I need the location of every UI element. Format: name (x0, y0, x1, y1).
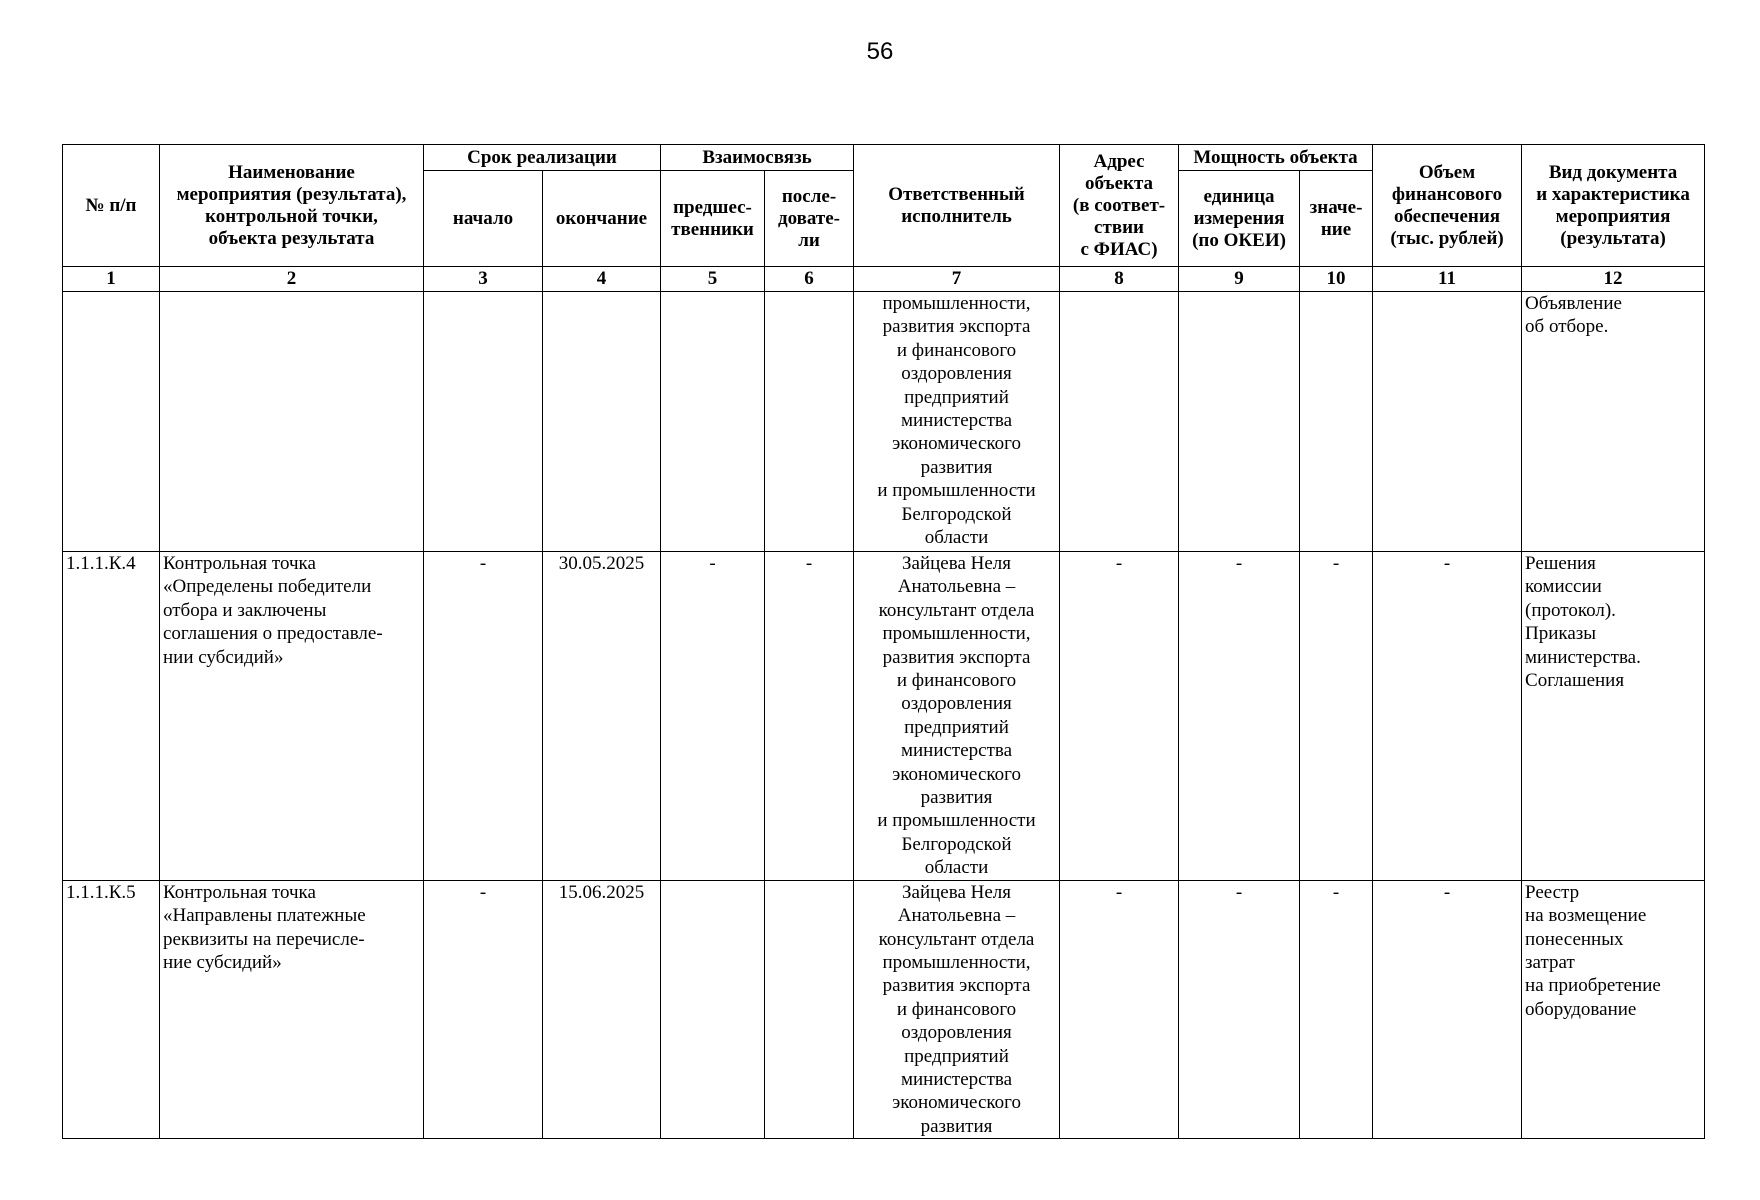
header-document (1522, 145, 1705, 267)
cell-text-line: промышленности, (882, 951, 1031, 973)
column-number: 12 (1522, 267, 1705, 292)
header-text-line: после- (781, 185, 837, 207)
header-text-line: (результата) (1560, 227, 1666, 249)
cell-predecessors (661, 292, 765, 552)
cell-start (424, 292, 543, 552)
cell-text-line: и промышленности (877, 480, 1036, 502)
cell-text-line: Контрольная точка (163, 881, 316, 903)
header-text-line: Наименование (228, 161, 355, 183)
header-text-line: предшес- (673, 196, 752, 218)
table-body (63, 292, 1705, 1139)
cell-text-line: промышленности, (882, 623, 1031, 645)
cell-finance (1373, 292, 1522, 552)
cell-text-line: об отборе. (1525, 316, 1609, 338)
cell-text-line: развития экспорта (882, 975, 1031, 997)
cell-successors: - (765, 552, 854, 881)
cell-text-line: развития экспорта (882, 316, 1031, 338)
cell-text-line: министерства (900, 740, 1013, 762)
cell-text-line: понесенных (1525, 928, 1624, 950)
cell-text-line: экономического (892, 433, 1021, 455)
cell-unit: - (1179, 880, 1300, 1138)
cell-text-line: на возмещение (1525, 905, 1647, 927)
cell-text-line: и финансового (896, 339, 1017, 361)
cell-text-line: комиссии (1525, 576, 1602, 598)
header-capacity-group: Мощность объекта (1179, 145, 1373, 171)
cell-address (1060, 292, 1179, 552)
cell-document (1522, 880, 1705, 1138)
cell-start: - (424, 880, 543, 1138)
cell-name (160, 552, 424, 881)
header-text-line: контрольной точки, (205, 205, 378, 227)
cell-text-line: ние субсидий» (163, 951, 282, 973)
cell-finance: - (1373, 880, 1522, 1138)
header-period-group: Срок реализации (424, 145, 661, 171)
cell-text-line: Анатольевна – (897, 905, 1016, 927)
cell-value: - (1300, 880, 1373, 1138)
cell-address: - (1060, 552, 1179, 881)
header-name (160, 145, 424, 267)
cell-text-line: «Направлены платежные (163, 905, 366, 927)
cell-predecessors: - (661, 552, 765, 881)
column-number: 11 (1373, 267, 1522, 292)
column-number: 1 (63, 267, 160, 292)
cell-text-line: развития экспорта (882, 646, 1031, 668)
cell-text-line: реквизиты на перечисле- (163, 928, 365, 950)
cell-predecessors (661, 880, 765, 1138)
cell-successors (765, 880, 854, 1138)
cell-text-line: и финансового (896, 998, 1017, 1020)
cell-number (63, 292, 160, 552)
header-text-line: с ФИАС) (1080, 238, 1158, 260)
cell-text-line: оздоровления (901, 693, 1012, 715)
cell-text-line: «Определены победители (163, 576, 372, 598)
cell-end: 30.05.2025 (543, 552, 661, 881)
cell-text-line: на приобретение (1525, 975, 1661, 997)
header-text-line: мероприятия (результата), (176, 183, 407, 205)
cell-text-line: Зайцева Неля (902, 553, 1012, 574)
cell-text-line: (протокол). (1525, 599, 1616, 621)
cell-name (160, 292, 424, 552)
header-text-line: значе- (1309, 196, 1363, 218)
header-text-line: твенники (671, 218, 754, 240)
header-text-line: объекта результата (208, 227, 375, 249)
header-executor (854, 145, 1060, 267)
cell-text-line: Приказы (1525, 623, 1597, 645)
cell-text-line: Анатольевна – (897, 576, 1016, 598)
header-relation-group: Взаимосвязь (661, 145, 854, 171)
cell-document (1522, 552, 1705, 881)
column-number: 10 (1300, 267, 1373, 292)
cell-number: 1.1.1.К.4 (63, 552, 160, 881)
cell-value: - (1300, 552, 1373, 881)
cell-text-line: Белгородской (901, 503, 1012, 525)
header-text-line: мероприятия (1555, 205, 1671, 227)
column-number: 6 (765, 267, 854, 292)
table-header (63, 145, 1705, 292)
header-unit (1179, 171, 1300, 267)
header-value (1300, 171, 1373, 267)
cell-executor (854, 880, 1060, 1138)
header-finance (1373, 145, 1522, 267)
header-predecessors (661, 171, 765, 267)
cell-value (1300, 292, 1373, 552)
cell-text-line: развития (920, 787, 993, 809)
table-row (63, 880, 1705, 1138)
cell-name (160, 880, 424, 1138)
cell-text-line: предприятий (904, 386, 1009, 408)
header-text-line: (в соответ- (1072, 194, 1166, 216)
header-text-line: (тыс. рублей) (1390, 227, 1504, 249)
column-number: 8 (1060, 267, 1179, 292)
cell-text-line: Решения (1525, 553, 1596, 574)
cell-text-line: затрат (1525, 951, 1575, 973)
cell-document (1522, 292, 1705, 552)
header-successors (765, 171, 854, 267)
cell-text-line: экономического (892, 1092, 1021, 1114)
cell-text-line: оздоровления (901, 1022, 1012, 1044)
cell-text-line: Реестр (1525, 881, 1580, 903)
cell-text-line: консультант отдела (878, 928, 1035, 950)
header-text-line: Объем (1418, 161, 1476, 183)
cell-text-line: предприятий (904, 716, 1009, 738)
column-number: 9 (1179, 267, 1300, 292)
cell-text-line: и финансового (896, 670, 1017, 692)
cell-unit (1179, 292, 1300, 552)
header-text-line: Вид документа (1548, 161, 1678, 183)
cell-text-line: консультант отдела (878, 599, 1035, 621)
header-text-line: Ответственный (888, 183, 1025, 205)
cell-text-line: и промышленности (877, 810, 1036, 832)
header-text-line: ние (1320, 218, 1352, 240)
cell-text-line: министерства. (1525, 646, 1641, 668)
header-text-line: единица (1203, 185, 1275, 207)
cell-end (543, 292, 661, 552)
header-text-line: ствии (1094, 216, 1144, 238)
cell-address: - (1060, 880, 1179, 1138)
cell-number: 1.1.1.К.5 (63, 880, 160, 1138)
column-number: 2 (160, 267, 424, 292)
cell-text-line: нии субсидий» (163, 646, 284, 668)
cell-successors (765, 292, 854, 552)
column-number: 3 (424, 267, 543, 292)
page-number: 56 (866, 38, 894, 65)
header-text-line: объекта (1084, 172, 1154, 194)
header-text-line: Адрес (1093, 150, 1145, 172)
cell-unit: - (1179, 552, 1300, 881)
cell-text-line: министерства (900, 1068, 1013, 1090)
cell-text-line: отбора и заключены (163, 599, 327, 621)
column-number: 4 (543, 267, 661, 292)
cell-text-line: министерства (900, 410, 1013, 432)
cell-text-line: оборудование (1525, 998, 1637, 1020)
column-number: 5 (661, 267, 765, 292)
cell-text-line: предприятий (904, 1045, 1009, 1067)
table-row (63, 292, 1705, 552)
cell-executor (854, 552, 1060, 881)
cell-text-line: Контрольная точка (163, 553, 316, 574)
header-address (1060, 145, 1179, 267)
header-start: начало (424, 171, 543, 267)
header-text-line: измерения (1193, 207, 1285, 229)
cell-text-line: оздоровления (901, 363, 1012, 385)
header-text-line: довате- (778, 207, 841, 229)
cell-finance: - (1373, 552, 1522, 881)
cell-text-line: развития (920, 456, 993, 478)
header-text-line: ли (798, 229, 820, 251)
table-row (63, 552, 1705, 881)
cell-text-line: Объявление (1525, 293, 1622, 314)
cell-text-line: Соглашения (1525, 670, 1625, 692)
cell-start: - (424, 552, 543, 881)
cell-text-line: Белгородской (901, 833, 1012, 855)
header-text-line: и характеристика (1536, 183, 1690, 205)
cell-text-line: Зайцева Неля (902, 881, 1012, 903)
cell-text-line: развития (920, 1115, 993, 1137)
cell-text-line: области (924, 857, 989, 879)
header-text-line: финансового (1391, 183, 1503, 205)
plan-table (62, 144, 1705, 1139)
header-number: № п/п (63, 145, 160, 267)
cell-text-line: соглашения о предоставле- (163, 623, 383, 645)
cell-text-line: области (924, 527, 989, 549)
column-number: 7 (854, 267, 1060, 292)
cell-executor (854, 292, 1060, 552)
cell-text-line: промышленности, (882, 293, 1031, 314)
header-end: окончание (543, 171, 661, 267)
header-text-line: обеспечения (1393, 205, 1501, 227)
cell-text-line: экономического (892, 763, 1021, 785)
header-text-line: исполнитель (901, 205, 1012, 227)
header-text-line: (по ОКЕИ) (1192, 229, 1286, 251)
cell-end: 15.06.2025 (543, 880, 661, 1138)
